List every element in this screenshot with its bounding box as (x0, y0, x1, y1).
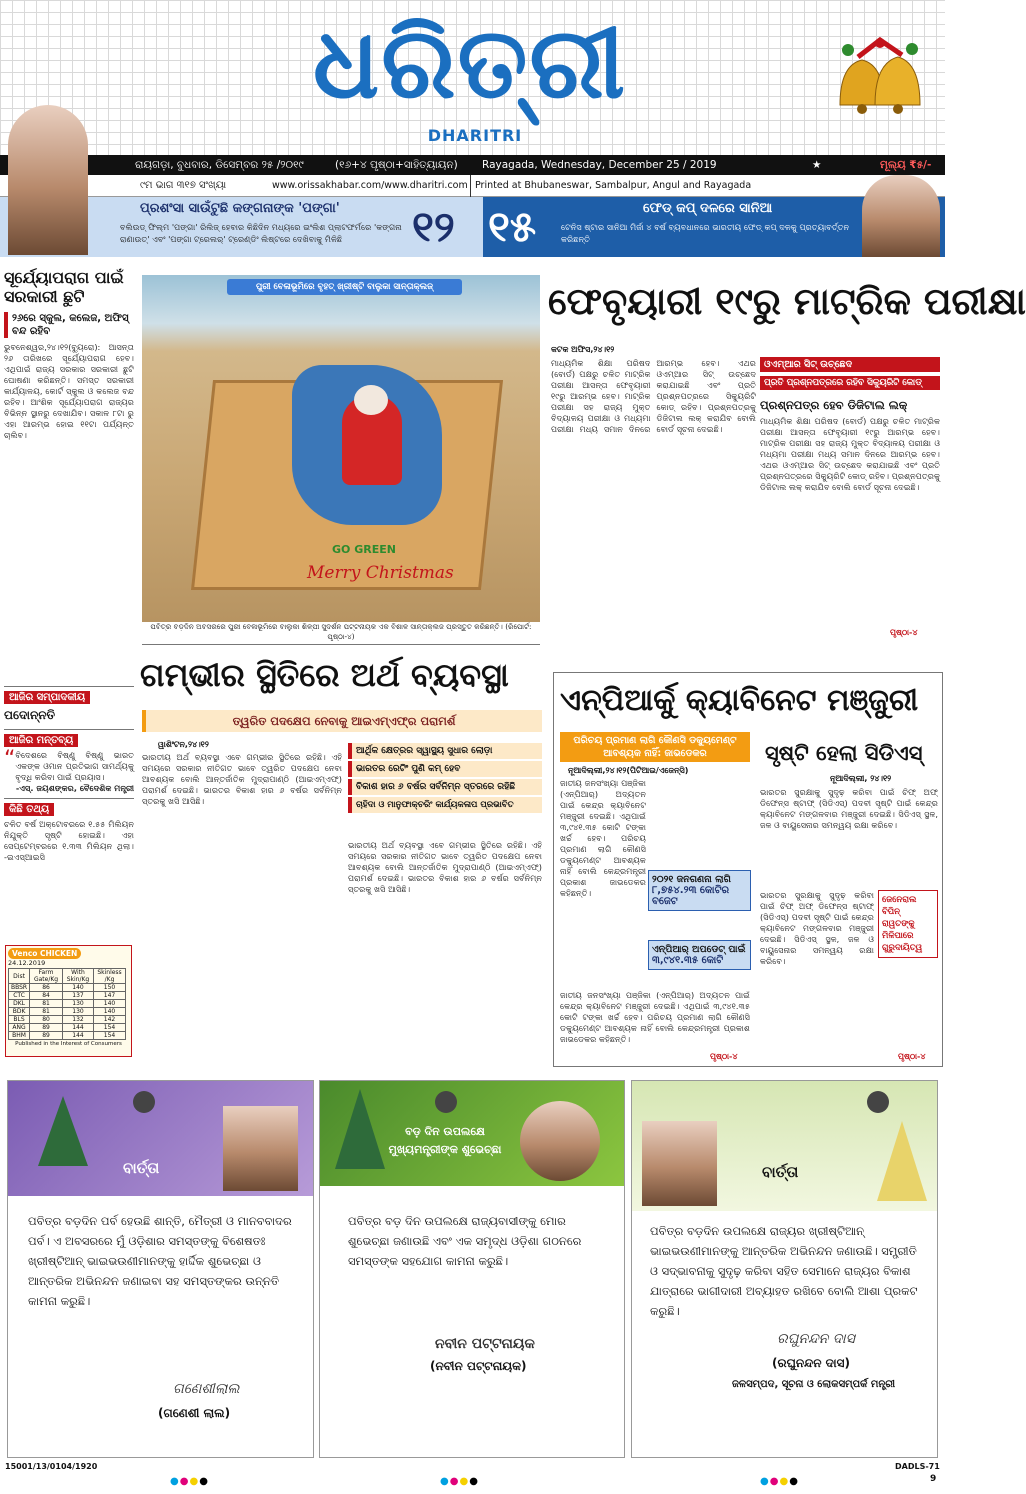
cds-body-2: ଭାରତର ସୁରକ୍ଷାକୁ ସୁଦୃଢ଼ କରିବା ପାଇଁ ଚିଫ୍ ଅଫ୍ ଡିଫେନ୍ସ ଷ୍ଟାଫ୍ (ସିଡିଏସ୍) ପଦବୀ ସୃଷ୍ଟି ପାଇଁ କେନ୍ଦ୍ର କ୍ୟାବିନେଟ ମଙ୍ଗଳବାର ମଞ୍ଜୁରୀ ଦେଇଛି। ସିଡିଏସ୍ ସ୍ଥଳ, ଜଳ ଓ ବାୟୁସେନାର ସମନ୍ୱୟ ରକ୍ଷା କରିବେ। (760, 890, 874, 966)
npr-fact-box-1 (648, 870, 751, 911)
ad-signature: ଗଣେଶୀଲାଲ (173, 1381, 240, 1397)
rates-cell: 140 (94, 1008, 126, 1016)
rates-cell: 154 (94, 1032, 126, 1040)
rates-cell: 130 (62, 1008, 93, 1016)
ad-name: (ନବୀନ ପଟ୍ଟନାୟକ) (430, 1359, 527, 1373)
rates-header: Dist (9, 969, 30, 984)
matric-body-2: ମାଧ୍ୟମିକ ଶିକ୍ଷା ପରିଷଦ (ବୋର୍ଡ) ପକ୍ଷରୁ ଚଳିତ ମାଟ୍ରିକ ପରୀକ୍ଷା ଆସନ୍ତା ଫେବୃୟାରୀ ୧୯ରୁ ଆରମ୍ଭ ହେବ। ମାଟ୍ରିକ ପରୀକ୍ଷା ସହ ରାଜ୍ୟ ମୁକ୍ତ ବିଦ୍ୟାଳୟ ପରୀକ୍ଷା ଓ ମଧ୍ୟମା ପରୀକ୍ଷା ମଧ୍ୟ ସମାନ ଦିନରେ ଆରମ୍ଭ ହେବ। ଏଥର ଓଏମ୍ଆର ସିଟ୍ ଉଚ୍ଛେଦ କରାଯାଇଛି ଏବଂ ପ୍ରତି ପ୍ରଶ୍ନପତ୍ରରେ ସିକ୍ୟୁରିଟି କୋଡ୍ ରହିବ। ପ୍ରଶ୍ନପତ୍ରକୁ ଡିଜିଟାଲ ଲକ୍ କରାଯିବ ବୋଲି ବୋର୍ଡ ସୂଚନା ଦେଇଛି। (760, 416, 940, 492)
matric-continued: ପୃଷ୍ଠା-୪ (890, 628, 918, 637)
registration-dots: ●●●● (170, 1476, 209, 1487)
cds-box: ଜେନେରାଲ ବିପିନ୍ ରାୱତଙ୍କୁ ମିଳିପାରେ ଗୁରୁଦାୟିତ୍ୱ (878, 890, 938, 958)
date-odia: ରାୟଗଡ଼ା, ବୁଧବାର, ଡିସେମ୍ବର ୨୫ /୨୦୧୯ (135, 159, 304, 171)
minister-ad[interactable] (631, 1080, 938, 1458)
npr-body-2: ଜାତୀୟ ଜନସଂଖ୍ୟା ପଞ୍ଜିକା (ଏନ୍ପିଆର୍) ଅଦ୍ୟତନ ପାଇଁ କେନ୍ଦ୍ର କ୍ୟାବିନେଟ ମଞ୍ଜୁରୀ ଦେଇଛି। ଏଥିପାଇଁ ୩,୯୪୧.୩୫ କୋଟି ଟଙ୍କା ଖର୍ଚ୍ଚ ହେବ। ପରିଚୟ ପ୍ରମାଣ ଲାଗି କୌଣସି ଡକ୍ୟୁମେଣ୍ଟ ଆବଶ୍ୟକ ନାହିଁ ବୋଲି କେନ୍ଦ୍ରମନ୍ତ୍ରୀ ପ୍ରକାଶ ଜାଭଡେକର କହିଛନ୍ତି। (560, 990, 750, 1044)
kangana-photo (8, 105, 88, 255)
governor-photo (223, 1106, 298, 1191)
npr-tag: ପରିଚୟ ପ୍ରମାଣ ଲାଗି କୌଣସି ଡକ୍ୟୁମେଣ୍ଟ ଆବଶ୍ୟକ ନାହିଁ: ଜାଭଡେକର (560, 732, 750, 762)
emblem-icon (435, 1091, 457, 1113)
go-green-text: GO GREEN (332, 543, 396, 556)
teaser-right-page: ୧୫ (488, 202, 537, 251)
star-icon: ★ (812, 159, 822, 171)
rates-cell: 150 (94, 984, 126, 992)
rates-cell: 142 (94, 1016, 126, 1024)
npr-fact-value: ୮,୭୫୪.୨୩ କୋଟିର ବଜେଟ (652, 885, 730, 907)
registration-dots: ●●●● (440, 1476, 479, 1487)
economy-points (348, 743, 542, 813)
ad-text: ପବିତ୍ର ବଡ଼ଦିନ ଉପଲକ୍ଷେ ରାଜ୍ୟର ଖ୍ରୀଷ୍ଟିଆନ୍ ଭାଇଭଉଣୀମାନଙ୍କୁ ଆନ୍ତରିକ ଅଭିନନ୍ଦନ ଜଣାଉଛି। ସମ୍ପ୍ରୀତି ଓ ସଦ୍ଭାବନାକୁ ସୁଦୃଢ଼ କରିବା ସହିତ ସେମାନେ ରାଜ୍ୟର ବିକାଶ ଯାତ୍ରାରେ ଭାଗୀଦାରୀ ଅବ୍ୟାହତ ରଖିବେ ବୋଲି ଆଶା ପ୍ରକଟ କରୁଛି। (650, 1224, 918, 1318)
comment-label: ଆଜିର ମନ୍ତବ୍ୟ (4, 734, 78, 747)
rates-table (8, 968, 126, 1040)
quote-icon: “ (4, 747, 16, 772)
matric-sub: ପ୍ରଶ୍ନପତ୍ର ହେବ ଡିଜିଟାଲ ଲକ୍ (760, 398, 908, 412)
minister-photo (642, 1121, 717, 1206)
rates-date: 24.12.2019 (8, 959, 46, 967)
matric-headline[interactable]: ଫେବୃୟାରୀ ୧୯ରୁ ମାଟ୍ରିକ ପରୀକ୍ଷା (548, 280, 1026, 323)
rates-cell: 86 (30, 984, 63, 992)
page-number: 9 (930, 1474, 937, 1484)
editorial-title[interactable]: ପଦୋନ୍ନତି (4, 708, 56, 722)
page-count: (୧୬+୪ ପୃଷ୍ଠା+ସାହିତ୍ୟାୟନ) (335, 159, 458, 171)
economy-point: ଚାହିଦା ଓ ମାନୁଫାକ୍ଚରିଂ କାର୍ଯ୍ୟକଳାପ ପ୍ରଭାବିତ (348, 797, 542, 813)
rates-cell: 140 (94, 1000, 126, 1008)
website[interactable]: www.orissakhabar.com/www.dharitri.com (272, 180, 468, 191)
footer-code-right: DADLS-71 (895, 1462, 940, 1471)
rates-cell: 144 (62, 1024, 93, 1032)
economy-sub: ତ୍ୱରିତ ପଦକ୍ଷେପ ନେବାକୁ ଆଇଏମ୍ଏଫ୍ର ପରାମର୍ଶ (142, 710, 542, 732)
comment-text: ବିଦେଶରେ ବିଷ୍ଣୁ ବିଷ୍ଣୁ ଭାରତ ଏକଙ୍କ ଓମାନ ପ୍ରତିଭାଗ ସାମର୍ଥ୍ୟକୁ ବୃଦ୍ଧି କରିବା ପାଇଁ ପ୍ରୟାସ। (15, 750, 134, 782)
cds-dateline: ନୂଆଦିଲ୍ଲୀ, ୨୪।୧୨ (830, 774, 892, 783)
npr-fact-box-2 (648, 940, 751, 970)
cm-photo (520, 1101, 600, 1181)
comment-author: -ଏସ୍. ଜୟଶଙ୍କର, ବୈଦେଶିକ ମନ୍ତ୍ରୀ (15, 783, 134, 793)
matric-dateline: କଟକ ଅଫିସ,୨୪।୧୨ (551, 345, 615, 354)
rates-header: Farm Gate/Kg (30, 969, 63, 984)
merry-christmas-text: Merry Christmas (307, 563, 454, 583)
rates-cell: BHM (9, 1032, 30, 1040)
footer-code-left: 15001/13/0104/1920 (5, 1462, 98, 1471)
rates-cell: 154 (94, 1024, 126, 1032)
rates-cell: 80 (30, 1016, 63, 1024)
rates-cell: 81 (30, 1000, 63, 1008)
left-column (4, 268, 134, 863)
teaser-right-text: ଟେନିସ ଷ୍ଟାର ସାନିଆ ମିର୍ଜା ୪ ବର୍ଷ ବ୍ୟବଧାନରେ ଭାରତୀୟ ଫେଡ୍ କପ୍ ଦଳକୁ ପ୍ରତ୍ୟାବର୍ତ୍ତନ କରିଛନ୍ତି (561, 222, 850, 244)
rates-cell: DKL (9, 1000, 30, 1008)
rates-header: Skinless /Kg (94, 969, 126, 984)
ad-title: ବାର୍ତ୍ତା (123, 1159, 160, 1177)
registration-dots: ●●●● (760, 1476, 799, 1487)
matric-body: ମାଧ୍ୟମିକ ଶିକ୍ଷା ପରିଷଦ (ବୋର୍ଡ) ପକ୍ଷରୁ ଚଳିତ ମାଟ୍ରିକ ପରୀକ୍ଷା ଆସନ୍ତା ଫେବୃୟାରୀ ୧୯ରୁ ଆରମ୍ଭ ହେବ। ମାଟ୍ରିକ ପରୀକ୍ଷା ସହ ରାଜ୍ୟ ମୁକ୍ତ ବିଦ୍ୟାଳୟ ପରୀକ୍ଷା ଓ ମଧ୍ୟମା ପରୀକ୍ଷା ମଧ୍ୟ ସମାନ ଦିନରେ ଆରମ୍ଭ ହେବ। ଏଥର ଓଏମ୍ଆର ସିଟ୍ ଉଚ୍ଛେଦ କରାଯାଇଛି ଏବଂ ପ୍ରତି ପ୍ରଶ୍ନପତ୍ରରେ ସିକ୍ୟୁରିଟି କୋଡ୍ ରହିବ। ପ୍ରଶ୍ନପତ୍ରକୁ ଡିଜିଟାଲ ଲକ୍ କରାଯିବ ବୋଲି ବୋର୍ଡ ସୂଚନା ଦେଇଛି। (551, 358, 756, 434)
teaser-left-page: ୧୨ (412, 202, 455, 251)
photo-caption: ପବିତ୍ର ବଡ଼ଦିନ ଅବସରରେ ପୁରୀ ବେଳାଭୂମିରେ ବାଲୁକା ଶିଳ୍ପୀ ସୁଦର୍ଶନ ପଟ୍ଟନାୟକ ଏକ ବିଶାଳ ସାନ୍ତାକ୍ଲଜ ପ୍ରସ୍ତୁତ କରିଛନ୍ତି। (ରିପୋର୍ଟ: ପୃଷ୍ଠା-୪) (142, 622, 540, 645)
rates-cell: ANG (9, 1024, 30, 1032)
cds-body: ଭାରତର ସୁରକ୍ଷାକୁ ସୁଦୃଢ଼ କରିବା ପାଇଁ ଚିଫ୍ ଅଫ୍ ଡିଫେନ୍ସ ଷ୍ଟାଫ୍ (ସିଡିଏସ୍) ପଦବୀ ସୃଷ୍ଟି ପାଇଁ କେନ୍ଦ୍ର କ୍ୟାବିନେଟ ମଙ୍ଗଳବାର ମଞ୍ଜୁରୀ ଦେଇଛି। ସିଡିଏସ୍ ସ୍ଥଳ, ଜଳ ଓ ବାୟୁସେନାର ସମନ୍ୱୟ ରକ୍ଷା କରିବେ। (760, 787, 938, 830)
npr-fact-title: ୨୦୨୧ ଜନଗଣନା ଲାଗି (652, 874, 731, 885)
matric-tag-omr: ଓଏମ୍ଆର ସିଟ୍ ଉଚ୍ଛେଦ (760, 357, 940, 372)
economy-point: ଭାରତର ରେଟିଂ ପୁଣି କମ୍ ହେବ (348, 761, 542, 777)
ad-title: ବାର୍ତ୍ତା (762, 1163, 799, 1181)
chief-minister-ad[interactable] (319, 1080, 625, 1458)
photo-banner: ପୁରୀ ବେଳାଭୂମିରେ ବୃହତ୍ ଖ୍ରୀଷ୍ଟି ବାଲୁକା ସାନ୍ତାକ୍ଲଜ୍ (227, 279, 462, 295)
sub-bar (0, 175, 945, 197)
newspaper-logo-english: DHARITRI (427, 126, 523, 145)
date-english: Rayagada, Wednesday, December 25 / 2019 (482, 159, 717, 171)
chicken-rates-box (5, 945, 132, 1057)
ad-signature: ନବୀନ ପଟ୍ଟନାୟକ (435, 1336, 535, 1352)
rates-note: Published in the Interest of Consumers (15, 1041, 122, 1047)
teaser-left-text: ବଲିଉଡ୍ ଫିଲ୍ମ 'ପଙ୍ଗା' ରିଲିଜ୍ ହେବାର କିଛିଦିନ ମଧ୍ୟରେ ଇଂଲିଶ ପ୍ଲାଟଫର୍ମରେ 'କଙ୍ଗନା ରାଣାଉତ୍' ଏବଂ 'ପଙ୍ଗା ଟ୍ରେଲର୍' ଟ୍ରେଣ୍ଡିଂ ଲିଷ୍ଟରେ ଦେଖିବାକୁ ମିଳିଛି (120, 222, 402, 244)
emblem-icon (867, 1091, 889, 1113)
npr-fact-title: ଏନ୍ପିଆର୍ ଅପଡେଟ୍ ପାଇଁ (652, 944, 746, 955)
ad-role: ଜଳସମ୍ପଦ, ସୂଚନା ଓ ଲୋକସମ୍ପର୍କ ମନ୍ତ୍ରୀ (732, 1379, 896, 1390)
npr-fact-value: ୩,୯୪୧.୩୫ କୋଟି (652, 955, 724, 966)
teaser-left-title: ପ୍ରଶଂସା ସାଉଁଟୁଛି କଙ୍ଗନାଙ୍କ 'ପଙ୍ଗା' (140, 201, 340, 216)
rates-cell: 89 (30, 1024, 63, 1032)
economy-body-2: ଭାରତୀୟ ଅର୍ଥ ବ୍ୟବସ୍ଥା ଏବେ ଗମ୍ଭୀର ସ୍ଥିତିରେ ରହିଛି। ଏହି ସମୟରେ ସରକାର ନୀତିଗତ ଭାବେ ତ୍ୱରିତ ପଦକ୍ଷେପ ନେବା ଆବଶ୍ୟକ ବୋଲି ଆନ୍ତର୍ଜାତିକ ମୁଦ୍ରାପାଣ୍ଠି (ଆଇଏମ୍ଏଫ୍) ପରାମର୍ଶ ଦେଇଛି। ଭାରତର ବିକାଶ ହାର ୬ ବର୍ଷର ସର୍ବନିମ୍ନ ସ୍ତରକୁ ଖସି ଆସିଛି। (348, 840, 542, 894)
editorial-label: ଆଜିର ସମ୍ପାଦକୀୟ (4, 691, 90, 704)
eclipse-headline[interactable]: ସୂର୍ଯ୍ୟୋପରାଗ ପାଇଁ ସରକାରୀ ଛୁଟି (4, 268, 124, 306)
fact-text: ଚଳିତ ବର୍ଷ ଅକ୍ଟୋବରରେ ୧.୫୫ ମିଲିୟନ ନିଯୁକ୍ତି ସୃଷ୍ଟି ହୋଇଛି। ଏହା ସେପ୍ଟେମ୍ବରରେ ୧.୩୩ ମିଲିୟନ ଥିଲା। -ଇଏସ୍ଆଇସି (4, 819, 134, 862)
santa-face (354, 385, 388, 415)
rates-cell: 130 (62, 1000, 93, 1008)
date-bar (0, 155, 945, 175)
ad-text: ପବିତ୍ର ବଡ଼ ଦିନ ଉପଲକ୍ଷେ ରାଜ୍ୟବାସୀଙ୍କୁ ମୋର ଶୁଭେଚ୍ଛା ଜଣାଉଛି ଏବଂ ଏକ ସମୃଦ୍ଧ ଓଡ଼ିଶା ଗଠନରେ ସମସ୍ତଙ୍କ ସହଯୋଗ କାମନା କରୁଛି। (348, 1214, 582, 1268)
fact-label: କିଛି ତଥ୍ୟ (4, 803, 54, 816)
cds-continued: ପୃଷ୍ଠା-୪ (898, 1052, 926, 1061)
rates-cell: 147 (94, 992, 126, 1000)
governor-ad[interactable] (7, 1080, 314, 1458)
rates-cell: BBSR (9, 984, 30, 992)
npr-headline[interactable]: ଏନ୍ପିଆର୍କୁ କ୍ୟାବିନେଟ ମଞ୍ଜୁରୀ (560, 683, 919, 718)
bell-icon (820, 35, 935, 115)
rates-cell: 84 (30, 992, 63, 1000)
economy-point: ବିକାଶ ହାର ୬ ବର୍ଷର ସର୍ବନିମ୍ନ ସ୍ତରରେ ରହିଛି (348, 779, 542, 795)
rates-cell: 132 (62, 1016, 93, 1024)
eclipse-body: ଭୁବନେଶ୍ୱର,୨୪।୧୨(ବ୍ୟୁରୋ): ଆସନ୍ତା ୨୬ ତାରିଖରେ ସୂର୍ଯ୍ୟୋପରାଗ ହେବ। ଏଥିପାଇଁ ରାଜ୍ୟ ସରକାର ସରକାରୀ ଛୁଟି ଘୋଷଣା କରିଛନ୍ତି। ସମସ୍ତ ସରକାରୀ କାର୍ଯ୍ୟାଳୟ, କୋର୍ଟ ସ୍କୁଲ ଓ କଲେଜ ବନ୍ଦ ରହିବ। ଆଂଶିକ ସୂର୍ଯ୍ୟୋପରାଗ ରାଜ୍ୟର ବିଭିନ୍ନ ସ୍ଥାନରୁ ଦେଖାଯିବ। ସକାଳ ୮ଟା ରୁ ଏହା ଆରମ୍ଭ ହୋଇ ୧୧ଟା ପର୍ଯ୍ୟନ୍ତ ଚାଲିବ। (4, 342, 134, 440)
economy-headline[interactable]: ଗମ୍ଭୀର ସ୍ଥିତିରେ ଅର୍ଥ ବ୍ୟବସ୍ଥା (140, 656, 509, 694)
ad-name: (ରଘୁନନ୍ଦନ ଦାସ) (772, 1356, 850, 1370)
rates-header: With Skin/Kg (62, 969, 93, 984)
ad-name: (ଗଣେଶୀ ଲାଲ) (158, 1406, 231, 1420)
rates-cell: 140 (62, 984, 93, 992)
teaser-right-title: ଫେଡ୍ କପ୍ ଦଳରେ ସାନିଆ (643, 201, 773, 216)
ad-title: ବଡ଼ ଦିନ ଉପଲକ୍ଷେ ମୁଖ୍ୟମନ୍ତ୍ରୀଙ୍କ ଶୁଭେଚ୍ଛା (388, 1125, 502, 1156)
matric-tag-code: ପ୍ରତି ପ୍ରଶ୍ନପତ୍ରରେ ରହିବ ସିକ୍ୟୁରିଟି କୋଡ୍ (760, 376, 940, 390)
economy-point: ଆର୍ଥିକ କ୍ଷେତ୍ରର ସ୍ୱାସ୍ଥ୍ୟ ସୁଧାର ଲୋଡ଼ା (348, 743, 542, 759)
economy-body: ଭାରତୀୟ ଅର୍ଥ ବ୍ୟବସ୍ଥା ଏବେ ଗମ୍ଭୀର ସ୍ଥିତିରେ ରହିଛି। ଏହି ସମୟରେ ସରକାର ନୀତିଗତ ଭାବେ ତ୍ୱରିତ ପଦକ୍ଷେପ ନେବା ଆବଶ୍ୟକ ବୋଲି ଆନ୍ତର୍ଜାତିକ ମୁଦ୍ରାପାଣ୍ଠି (ଆଇଏମ୍ଏଫ୍) ପରାମର୍ଶ ଦେଇଛି। ଭାରତର ବିକାଶ ହାର ୬ ବର୍ଷର ସର୍ବନିମ୍ନ ସ୍ତରକୁ ଖସି ଆସିଛି। (142, 752, 342, 806)
sand-art-photo[interactable] (142, 275, 540, 622)
rates-cell: BDK (9, 1008, 30, 1016)
rates-cell: 144 (62, 1032, 93, 1040)
eclipse-sub: ୨୬ରେ ସ୍କୁଲ, କଲେଜ, ଅଫିସ୍ ବନ୍ଦ ରହିବ (4, 312, 134, 338)
npr-dateline: ନୂଆଦିଲ୍ଲୀ,୨୪।୧୨(ପିଟିଆଇ/ଏଜେନ୍ସି) (568, 766, 689, 775)
rates-cell: BLS (9, 1016, 30, 1024)
rates-cell: 89 (30, 1032, 63, 1040)
npr-body: ଜାତୀୟ ଜନସଂଖ୍ୟା ପଞ୍ଜିକା (ଏନ୍ପିଆର୍) ଅଦ୍ୟତନ ପାଇଁ କେନ୍ଦ୍ର କ୍ୟାବିନେଟ ମଞ୍ଜୁରୀ ଦେଇଛି। ଏଥିପାଇଁ ୩,୯୪୧.୩୫ କୋଟି ଟଙ୍କା ଖର୍ଚ୍ଚ ହେବ। ପରିଚୟ ପ୍ରମାଣ ଲାଗି କୌଣସି ଡକ୍ୟୁମେଣ୍ଟ ଆବଶ୍ୟକ ନାହିଁ ବୋଲି କେନ୍ଦ୍ରମନ୍ତ୍ରୀ ପ୍ରକାଶ ଜାଭଡେକର କହିଛନ୍ତି। (560, 778, 646, 898)
newspaper-logo: ଧରିତ୍ରୀ (312, 6, 628, 121)
emblem-icon (133, 1091, 155, 1113)
ad-signature: ରଘୁନନ୍ଦନ ଦାସ (777, 1331, 855, 1347)
npr-continued: ପୃଷ୍ଠା-୪ (710, 1052, 738, 1061)
issue-number: ୯ମ ଭାଗ ୩୧୭ ସଂଖ୍ୟା (140, 180, 227, 191)
cds-headline[interactable]: ସୃଷ୍ଟି ହେଲା ସିଡିଏସ୍ (765, 741, 923, 765)
print-locations: Printed at Bhubaneswar, Sambalpur, Angul and Rayagada (470, 175, 751, 197)
ad-text: ପବିତ୍ର ବଡ଼ଦିନ ପର୍ବ ହେଉଛି ଶାନ୍ତି, ମୈତ୍ରୀ ଓ ମାନବବାଦର ପର୍ବ। ଏ ଅବସରରେ ମୁଁ ଓଡ଼ିଶାର ସମସ୍ତଙ୍କୁ ବିଶେଷତଃ ଖ୍ରୀଷ୍ଟିଆନ୍ ଭାଇଭଉଣୀମାନଙ୍କୁ ହାର୍ଦ୍ଦିକ ଶୁଭେଚ୍ଛା ଓ ଆନ୍ତରିକ ଅଭିନନ୍ଦନ ଜଣାଇବା ସହ ସମସ୍ତଙ୍କର ଉନ୍ନତି କାମନା କରୁଛି। (28, 1214, 292, 1308)
rates-cell: 137 (62, 992, 93, 1000)
sania-photo (862, 175, 940, 257)
price: ମୂଲ୍ୟ ₹୫/- (880, 159, 932, 171)
rates-cell: 81 (30, 1008, 63, 1016)
economy-dateline: ୱାଶିଂଟନ,୨୪।୧୨ (158, 740, 209, 749)
rates-brand: Venco CHICKEN (8, 948, 81, 959)
rates-cell: CTC (9, 992, 30, 1000)
